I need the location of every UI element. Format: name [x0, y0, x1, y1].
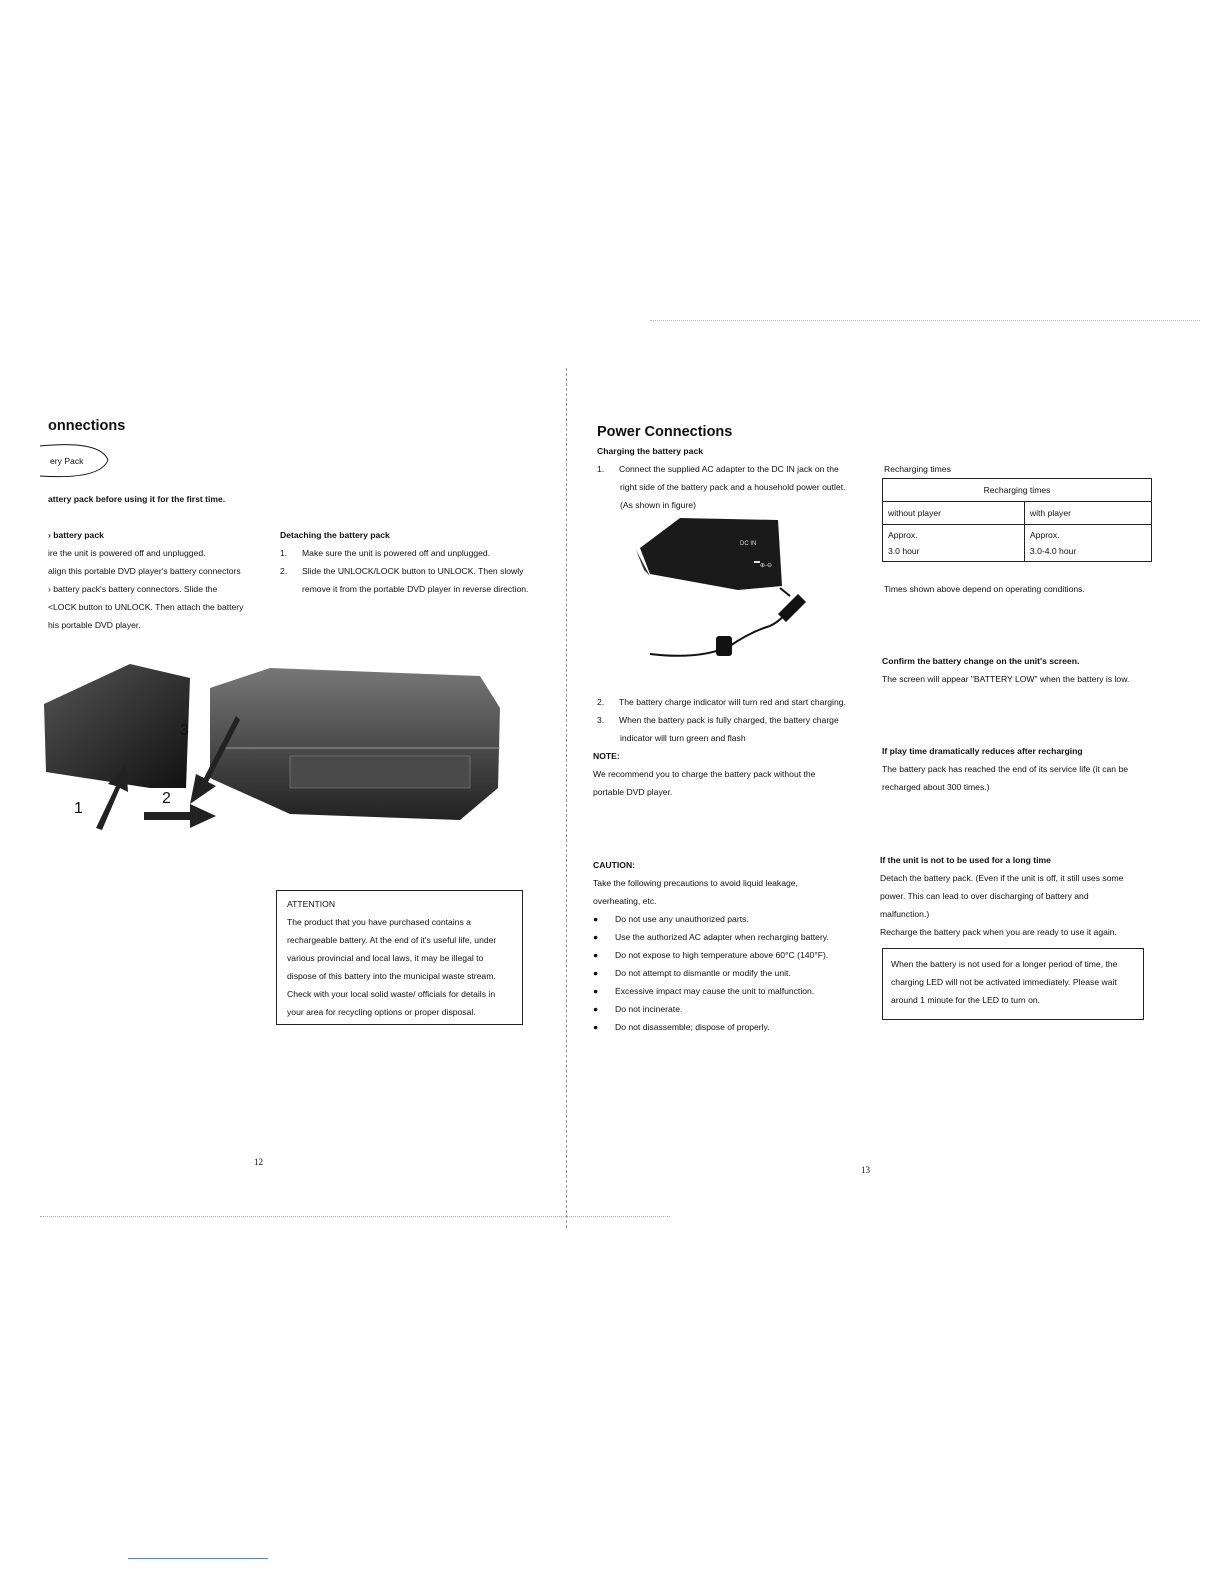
- led-note-line: around 1 minute for the LED to turn on.: [891, 995, 1041, 1005]
- detach-heading: Detaching the battery pack: [280, 530, 390, 540]
- scan-mark: [128, 1558, 268, 1559]
- playtime-line: The battery pack has reached the end of its service life (it can be: [882, 764, 1129, 774]
- recharging-caption: Recharging times: [884, 464, 951, 474]
- bullet-icon: ●: [593, 932, 599, 942]
- right-page-title: Power Connections: [597, 424, 733, 440]
- confirm-heading: Confirm the battery change on the unit's screen.: [882, 656, 1080, 666]
- right-page-number: 13: [861, 1165, 870, 1175]
- bullet-icon: ●: [593, 968, 599, 978]
- detach-item: [280, 544, 490, 562]
- ferrite-core: [716, 636, 732, 656]
- detach-item-text: Make sure the unit is powered off and unplugged.: [302, 548, 491, 558]
- table-header: Recharging times: [883, 479, 1152, 502]
- figure-label-1: 1: [74, 800, 83, 817]
- battery-pack-side-image: [640, 518, 782, 590]
- caution-item: [593, 946, 829, 964]
- step-text: Connect the supplied AC adapter to the DC IN jack on the: [619, 464, 839, 474]
- longtime-line: power. This can lead to over discharging of battery and: [880, 891, 1089, 901]
- caution-item: [593, 982, 829, 1000]
- attach-line: his portable DVD player.: [48, 620, 141, 630]
- step-number: 1.: [597, 464, 605, 474]
- left-page-title: onnections: [48, 418, 126, 434]
- recharging-table: [882, 478, 1152, 562]
- attach-line: › battery pack's battery connectors. Slide the: [48, 584, 218, 594]
- caution-item-text: Do not disassemble; dispose of properly.: [615, 1022, 770, 1032]
- attention-box: [276, 890, 523, 1025]
- dvd-player-image: [210, 668, 500, 820]
- detach-item-number: 1.: [280, 548, 288, 558]
- oval-label: ery Pack: [50, 456, 84, 466]
- attach-line: <LOCK button to UNLOCK. Then attach the battery: [48, 602, 244, 612]
- arrow-2: [144, 804, 216, 828]
- step-text: When the battery pack is fully charged, the battery charge: [619, 715, 839, 725]
- longtime-line: malfunction.): [880, 909, 930, 919]
- note-line: We recommend you to charge the battery pack without the: [593, 769, 816, 779]
- attach-heading: › battery pack: [48, 530, 104, 540]
- caution-list: [593, 910, 829, 1036]
- note-label: NOTE:: [593, 751, 620, 761]
- page-fold-line: [566, 368, 568, 1228]
- table-cell: [883, 525, 1025, 562]
- attach-line: ire the unit is powered off and unplugged.: [48, 548, 206, 558]
- bullet-icon: ●: [593, 914, 599, 924]
- caution-item-text: Use the authorized AC adapter when recharging battery.: [615, 932, 829, 942]
- playtime-heading: If play time dramatically reduces after recharging: [882, 746, 1083, 756]
- led-note-box: [882, 948, 1144, 1020]
- adapter-label-dc: DC IN: [740, 541, 757, 547]
- caution-item-text: Do not attempt to dismantle or modify the unit.: [615, 968, 791, 978]
- attention-line: various provincial and local laws, it may be illegal to: [287, 953, 484, 963]
- bullet-icon: ●: [593, 950, 599, 960]
- dc-plug: [778, 594, 806, 622]
- caution-item-text: Do not use any unauthorized parts.: [615, 914, 749, 924]
- caution-item-text: Do not expose to high temperature above 60°C (140°F).: [615, 950, 829, 960]
- cell-line: 3.0 hour: [888, 546, 920, 556]
- note-line: portable DVD player.: [593, 787, 673, 797]
- caution-item: [593, 964, 829, 982]
- caution-line: overheating, etc.: [593, 896, 657, 906]
- table-cell: with player: [1024, 502, 1151, 525]
- table-cell: without player: [883, 502, 1025, 525]
- table-row: [883, 479, 1152, 502]
- detach-item-text: Slide the UNLOCK/LOCK button to UNLOCK. Then slowly: [302, 566, 524, 576]
- longtime-line: Detach the battery pack. (Even if the unit is off, it still uses some: [880, 873, 1124, 883]
- figure-label-2: 2: [162, 790, 171, 807]
- step-number: 3.: [597, 715, 605, 725]
- right-page-subtitle: Charging the battery pack: [597, 446, 704, 456]
- table-cell: [1024, 525, 1151, 562]
- caution-item: [593, 1018, 829, 1036]
- detach-item-continuation: remove it from the portable DVD player in reverse direction.: [302, 584, 529, 594]
- step-continuation: indicator will turn green and flash: [620, 733, 746, 743]
- recharging-note: Times shown above depend on operating conditions.: [884, 584, 1085, 594]
- caution-item: [593, 928, 829, 946]
- left-intro: attery pack before using it for the first time.: [48, 494, 226, 504]
- detach-item-number: 2.: [280, 566, 288, 576]
- table-row: [883, 525, 1152, 562]
- led-note-line: When the battery is not used for a longer period of time, the: [891, 959, 1118, 969]
- step-continuation: (As shown in figure): [620, 500, 696, 510]
- bullet-icon: ●: [593, 1004, 599, 1014]
- battery-pack-image: [44, 664, 190, 788]
- scan-edge-top: [650, 320, 1200, 321]
- left-page-number: 12: [254, 1157, 263, 1167]
- detach-item: [280, 562, 523, 580]
- charge-step-3: [597, 711, 839, 729]
- attention-line: your area for recycling options or proper disposal.: [287, 1007, 476, 1017]
- attention-title: ATTENTION: [287, 899, 336, 909]
- bullet-icon: ●: [593, 986, 599, 996]
- scan-edge-bottom: [40, 1216, 670, 1217]
- led-note-line: charging LED will not be activated immediately. Please wait: [891, 977, 1117, 987]
- caution-line: Take the following precautions to avoid liquid leakage,: [593, 878, 798, 888]
- step-number: 2.: [597, 697, 605, 707]
- confirm-text: The screen will appear "BATTERY LOW" when the battery is low.: [882, 674, 1130, 684]
- figure-label-3: 3: [180, 722, 189, 739]
- playtime-line: recharged about 300 times.): [882, 782, 990, 792]
- attention-line: Check with your local solid waste/ officials for details in: [287, 989, 496, 999]
- cell-line: 3.0-4.0 hour: [1029, 546, 1077, 556]
- caution-label: CAUTION:: [593, 860, 636, 870]
- charge-step-2: [597, 693, 846, 711]
- attach-line: align this portable DVD player's battery connectors: [48, 566, 241, 576]
- ac-adapter-figure: [630, 510, 830, 670]
- table-row: [883, 502, 1152, 525]
- step-text: The battery charge indicator will turn red and start charging.: [619, 697, 846, 707]
- cell-line: Approx.: [888, 530, 918, 540]
- charge-step-1: [597, 460, 839, 478]
- caution-item: [593, 910, 829, 928]
- attention-line: The product that you have purchased contains a: [287, 917, 471, 927]
- longtime-heading: If the unit is not to be used for a long time: [880, 855, 1051, 865]
- cell-line: Approx.: [1029, 530, 1060, 540]
- caution-item-text: Excessive impact may cause the unit to malfunction.: [615, 986, 815, 996]
- caution-item-text: Do not incinerate.: [615, 1004, 683, 1014]
- attention-line: dispose of this battery into the municipal waste stream.: [287, 971, 496, 981]
- battery-attach-figure: [40, 638, 540, 838]
- longtime-line: Recharge the battery pack when you are ready to use it again.: [880, 927, 1117, 937]
- attention-line: rechargeable battery. At the end of it's useful life, under: [287, 935, 497, 945]
- bullet-icon: ●: [593, 1022, 599, 1032]
- adapter-label-polarity: ⊕-⊖: [760, 563, 773, 569]
- caution-item: [593, 1000, 829, 1018]
- step-continuation: right side of the battery pack and a household power outlet.: [620, 482, 846, 492]
